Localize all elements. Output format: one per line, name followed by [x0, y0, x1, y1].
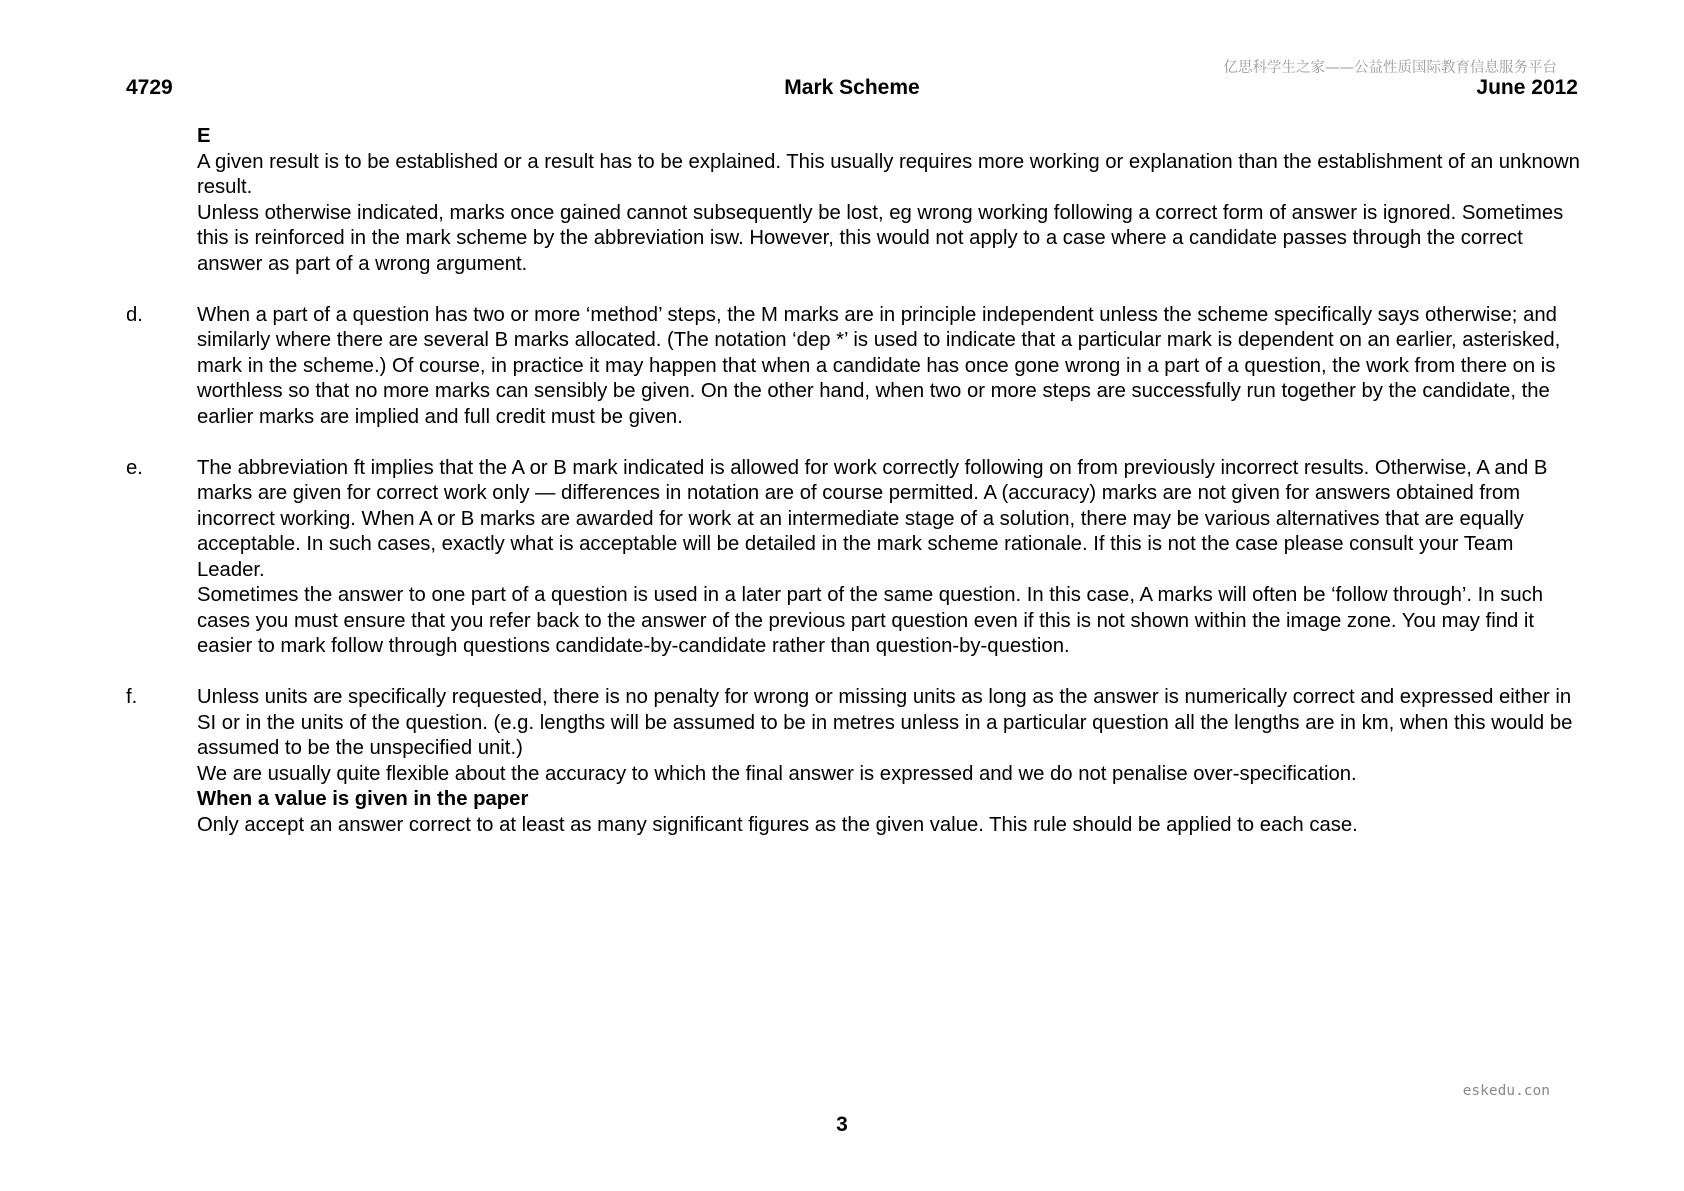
- section-e: [126, 456, 1586, 660]
- section-f: [126, 685, 1586, 838]
- paragraph: Unless otherwise indicated, marks once gained cannot subsequently be lost, eg wrong working following a correct form of answer is ignored. Sometimes this is reinforced in the mark scheme by the abbreviation isw. However, this would not apply to a case where a candidate passes through the correct answer as part of a wrong argument.: [197, 201, 1564, 275]
- paragraph: We are usually quite flexible about the accuracy to which the final answer is expressed and we do not penalise over-specification.: [197, 762, 1357, 785]
- paragraph: A given result is to be established or a result has to be explained. This usually requires more working or explanation than the establishment of an unknown result.: [197, 150, 1580, 198]
- section-body: [197, 124, 1586, 277]
- watermark-bottom: eskedu.con: [1462, 1083, 1550, 1099]
- paper-code: 4729: [126, 76, 173, 99]
- paragraph: Sometimes the answer to one part of a question is used in a later part of the same question. In this case, A marks will often be ‘follow through’. In such cases you must ensure that you refer back to the answer of the previous part question even if this is not shown within the image zone. You may find it easier to mark follow through questions candidate-by-candidate rather than question-by-question.: [197, 584, 1544, 657]
- section-marker: [126, 124, 197, 277]
- section-body: [197, 685, 1586, 838]
- section-body: [197, 456, 1586, 660]
- section-marker: e.: [126, 456, 143, 479]
- paragraph: The abbreviation ft implies that the A or B mark indicated is allowed for work correctly following on from previously incorrect results. Otherwise, A and B marks are given for correct work only — differences in notation are of course permitted. A (accuracy) marks are not given for answers obtained from incorrect working. When A or B marks are awarded for work at an intermediate stage of a solution, there may be various alternatives that are equally acceptable. In such cases, exactly what is acceptable will be detailed in the mark scheme rationale. If this is not the case please consult your Team Leader.: [197, 456, 1548, 581]
- section-marker: d.: [126, 303, 143, 326]
- watermark-top: 亿思科学生之家——公益性质国际教育信息服务平台: [1223, 60, 1557, 76]
- paragraph: Unless units are specifically requested, there is no penalty for wrong or missing units as long as the answer is numerically correct and expressed either in SI or in the units of the question. (e.g. lengths will be assumed to be in metres unless in a particular question all the lengths are in km, when this would be assumed to be the unspecified unit.): [197, 686, 1573, 759]
- paragraph: Only accept an answer correct to at least as many significant figures as the given value. This rule should be applied to each case.: [197, 813, 1358, 836]
- section-heading-e: E: [197, 125, 211, 147]
- page-number: 3: [836, 1113, 848, 1136]
- page-header: [126, 76, 1578, 102]
- document-body: [126, 124, 1586, 838]
- section-marker: f.: [126, 686, 138, 708]
- exam-date: June 2012: [1476, 76, 1578, 99]
- paragraph: When a part of a question has two or more ‘method’ steps, the M marks are in principle independent unless the scheme specifically says otherwise; and similarly where there are several B marks allocated. (The notation ‘dep *’ is used to indicate that a particular mark is dependent on an earlier, asterisked, mark in the scheme.) Of course, in practice it may happen that when a candidate has once gone wrong in a part of a question, the work from there on is worthless so that no more marks can sensibly be given. On the other hand, when two or more steps are successfully run together by the candidate, the earlier marks are implied and full credit must be given.: [197, 303, 1561, 428]
- section-d: [126, 303, 1586, 431]
- page-title: Mark Scheme: [784, 76, 920, 99]
- subheading: When a value is given in the paper: [197, 788, 529, 810]
- section-e-continued: [126, 124, 1586, 277]
- section-body: [197, 303, 1586, 431]
